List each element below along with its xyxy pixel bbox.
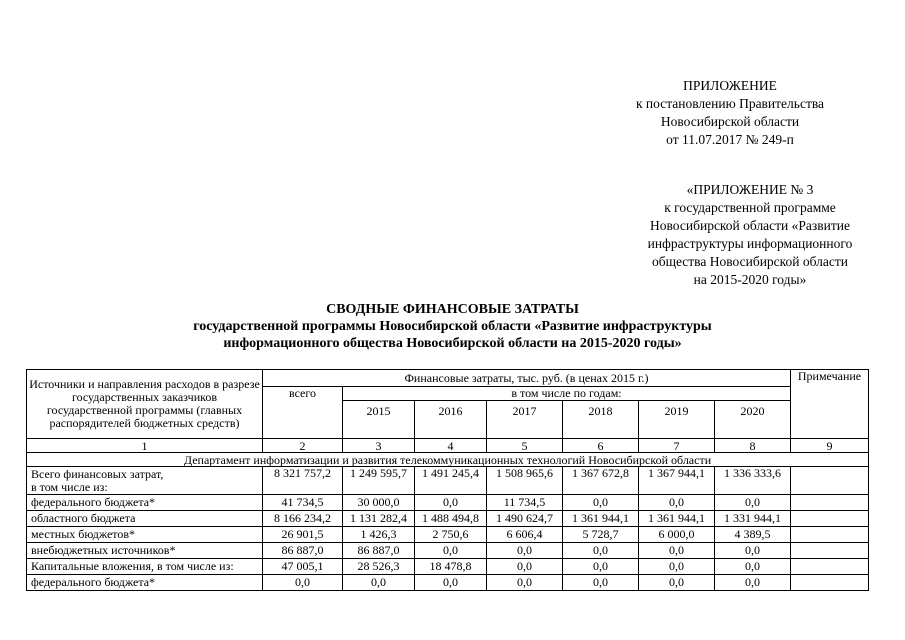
cell-2020: 1 336 333,6 (715, 467, 791, 495)
cell-2016: 0,0 (415, 495, 487, 511)
year-header: 2019 (639, 401, 715, 439)
appendix3-line: «ПРИЛОЖЕНИЕ № 3 (686, 182, 814, 197)
cell-note (791, 575, 869, 591)
row-label: Всего финансовых затрат, в том числе из: (27, 467, 263, 495)
cell-2018: 0,0 (563, 495, 639, 511)
cell-2015: 30 000,0 (343, 495, 415, 511)
cell-2019: 1 367 944,1 (639, 467, 715, 495)
cell-2017: 1 508 965,6 (487, 467, 563, 495)
cell-total: 47 005,1 (263, 559, 343, 575)
appendix3-header (600, 181, 900, 289)
cell-2019: 6 000,0 (639, 527, 715, 543)
row-label: Капитальные вложения, в том числе из: (27, 559, 263, 575)
cell-2015: 0,0 (343, 575, 415, 591)
cell-2015: 1 426,3 (343, 527, 415, 543)
appendix3-line: на 2015-2020 годы» (693, 272, 807, 287)
cell-total: 26 901,5 (263, 527, 343, 543)
header-total: всего (263, 387, 343, 439)
cell-2017: 0,0 (487, 559, 563, 575)
title-line: государственной программы Новосибирской области «Развитие инфраструктуры (193, 319, 712, 334)
column-number: 1 (27, 439, 263, 453)
column-number: 4 (415, 439, 487, 453)
appendix-line: ПРИЛОЖЕНИЕ (683, 78, 777, 93)
year-header: 2016 (415, 401, 487, 439)
cell-2018: 0,0 (563, 575, 639, 591)
column-number: 9 (791, 439, 869, 453)
year-header: 2018 (563, 401, 639, 439)
cell-2017: 0,0 (487, 575, 563, 591)
header-costs: Финансовые затраты, тыс. руб. (в ценах 2015 г.) (263, 370, 791, 387)
cell-2016: 2 750,6 (415, 527, 487, 543)
cell-2015: 86 887,0 (343, 543, 415, 559)
cell-total: 41 734,5 (263, 495, 343, 511)
year-header: 2017 (487, 401, 563, 439)
column-number: 3 (343, 439, 415, 453)
year-header: 2020 (715, 401, 791, 439)
cell-2016: 18 478,8 (415, 559, 487, 575)
cell-note (791, 543, 869, 559)
cell-total: 86 887,0 (263, 543, 343, 559)
cell-2020: 1 331 944,1 (715, 511, 791, 527)
title-line: СВОДНЫЕ ФИНАНСОВЫЕ ЗАТРАТЫ (326, 302, 579, 317)
cell-2015: 1 131 282,4 (343, 511, 415, 527)
column-number: 7 (639, 439, 715, 453)
cell-2020: 0,0 (715, 559, 791, 575)
row-label: внебюджетных источников* (27, 543, 263, 559)
column-number: 2 (263, 439, 343, 453)
row-label: областного бюджета (27, 511, 263, 527)
header-by-year: в том числе по годам: (343, 387, 791, 401)
cell-total: 8 166 234,2 (263, 511, 343, 527)
cell-2020: 0,0 (715, 543, 791, 559)
cell-2019: 1 361 944,1 (639, 511, 715, 527)
column-number: 6 (563, 439, 639, 453)
header-sources: Источники и направления расходов в разрезе государственных заказчиков государственной программы (главных распорядителей бюджетных средств) (27, 370, 263, 439)
cell-2015: 1 249 595,7 (343, 467, 415, 495)
appendix3-line: инфраструктуры информационного (647, 236, 853, 251)
cell-2018: 0,0 (563, 543, 639, 559)
title-line: информационного общества Новосибирской области на 2015-2020 годы» (223, 336, 682, 351)
cell-2018: 1 367 672,8 (563, 467, 639, 495)
cell-2016: 1 491 245,4 (415, 467, 487, 495)
financial-costs-table (26, 369, 869, 591)
appendix3-line: Новосибирской области «Развитие (650, 218, 850, 233)
appendix3-line: к государственной программе (664, 200, 836, 215)
cell-note (791, 495, 869, 511)
document-title (0, 301, 905, 352)
cell-note (791, 511, 869, 527)
appendix-header (600, 77, 860, 149)
department-row: Департамент информатизации и развития телекоммуникационных технологий Новосибирской области (27, 453, 869, 467)
header-note: Примечание (791, 370, 869, 439)
cell-2020: 4 389,5 (715, 527, 791, 543)
row-label: федерального бюджета* (27, 495, 263, 511)
cell-2017: 11 734,5 (487, 495, 563, 511)
row-label: федерального бюджета* (27, 575, 263, 591)
cell-2020: 0,0 (715, 575, 791, 591)
cell-note (791, 467, 869, 495)
cell-2017: 1 490 624,7 (487, 511, 563, 527)
appendix-line: от 11.07.2017 № 249-п (666, 132, 794, 147)
cell-2015: 28 526,3 (343, 559, 415, 575)
cell-2016: 0,0 (415, 575, 487, 591)
cell-2016: 0,0 (415, 543, 487, 559)
appendix-line: Новосибирской области (660, 114, 800, 129)
cell-2018: 5 728,7 (563, 527, 639, 543)
cell-2019: 0,0 (639, 495, 715, 511)
cell-2019: 0,0 (639, 575, 715, 591)
cell-note (791, 527, 869, 543)
cell-2017: 0,0 (487, 543, 563, 559)
cell-note (791, 559, 869, 575)
cell-2018: 0,0 (563, 559, 639, 575)
cell-2020: 0,0 (715, 495, 791, 511)
cell-2016: 1 488 494,8 (415, 511, 487, 527)
cell-2018: 1 361 944,1 (563, 511, 639, 527)
cell-total: 0,0 (263, 575, 343, 591)
row-label: местных бюджетов* (27, 527, 263, 543)
column-number: 5 (487, 439, 563, 453)
column-number: 8 (715, 439, 791, 453)
cell-2017: 6 606,4 (487, 527, 563, 543)
appendix3-line: общества Новосибирской области (651, 254, 849, 269)
cell-total: 8 321 757,2 (263, 467, 343, 495)
cell-2019: 0,0 (639, 543, 715, 559)
cell-2019: 0,0 (639, 559, 715, 575)
appendix-line: к постановлению Правительства (635, 96, 825, 111)
year-header: 2015 (343, 401, 415, 439)
